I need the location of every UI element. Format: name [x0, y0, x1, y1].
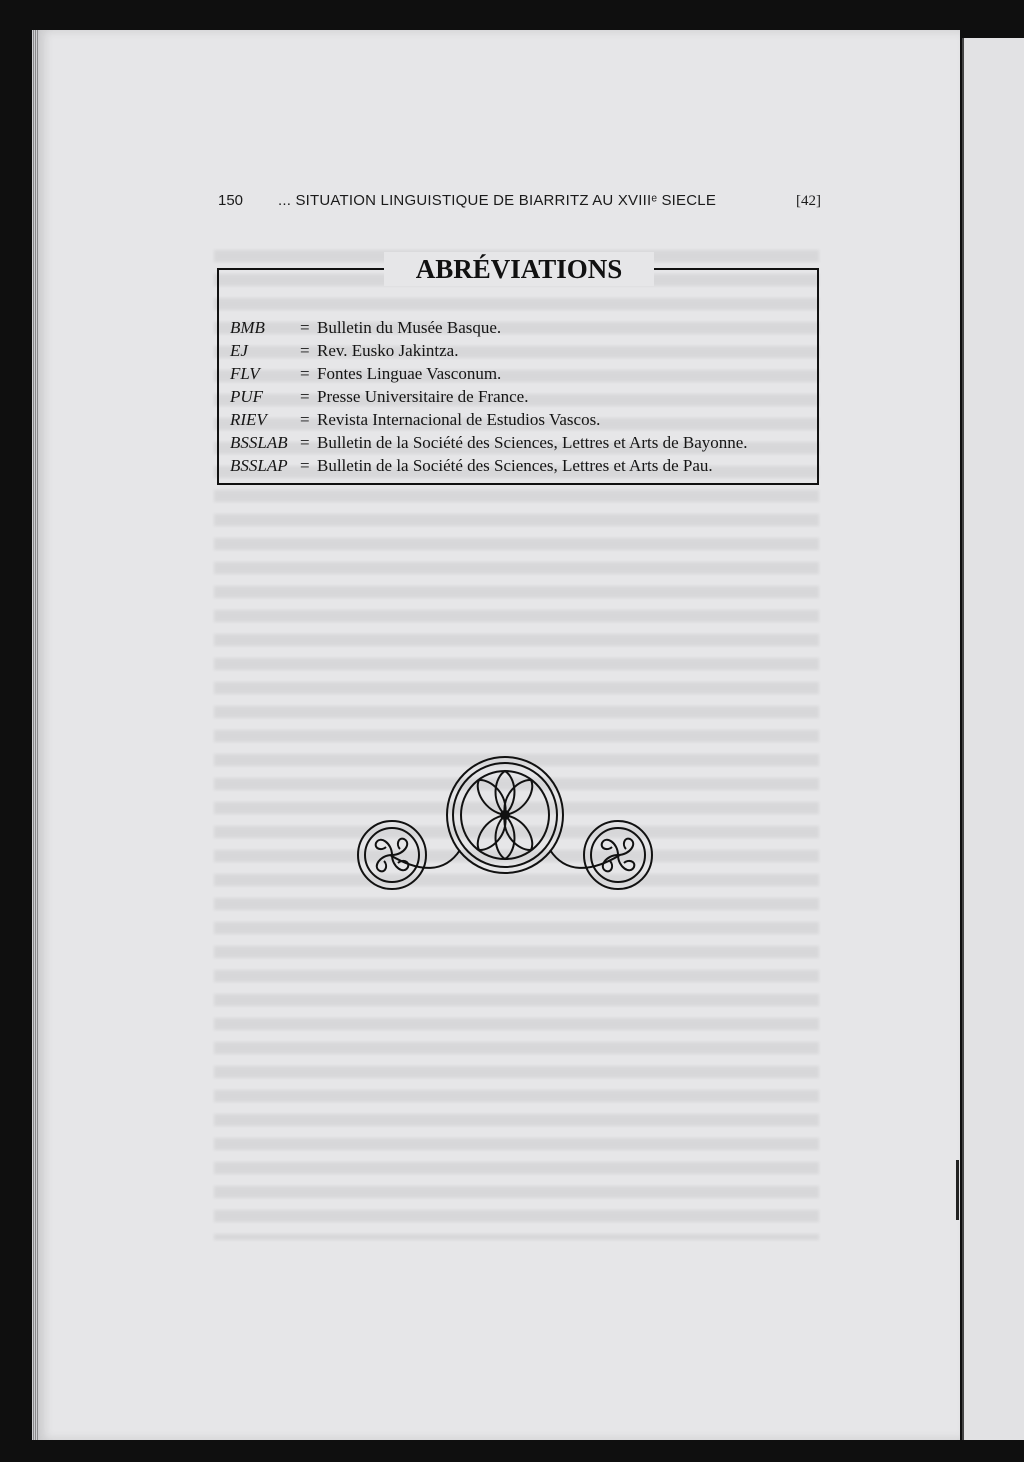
binding-mark	[956, 1160, 959, 1220]
abbreviation-row	[230, 364, 815, 387]
abbreviation-expansion: Revista Internacional de Estudios Vascos.	[317, 410, 601, 429]
abbreviation-code: EJ	[230, 341, 248, 360]
abbreviation-code: RIEV	[230, 410, 267, 429]
abbreviation-expansion: Fontes Linguae Vasconum.	[317, 364, 502, 383]
abbreviations-box	[217, 254, 819, 485]
abbreviation-row	[230, 433, 815, 456]
abbreviations-list	[230, 318, 815, 479]
basque-rosette-ornament-icon	[350, 755, 660, 895]
abbreviation-row	[230, 410, 815, 433]
equals-sign: =	[300, 318, 310, 337]
abbreviation-code: FLV	[230, 364, 260, 383]
equals-sign: =	[300, 364, 310, 383]
abbreviation-code: BSSLAP	[230, 456, 288, 475]
abbreviation-row	[230, 387, 815, 410]
abbreviation-code: PUF	[230, 387, 264, 406]
facing-page-edge	[962, 38, 1024, 1440]
abbreviation-expansion: Bulletin de la Société des Sciences, Lettres et Arts de Pau.	[317, 456, 713, 475]
abbreviation-code: BSSLAB	[230, 433, 288, 452]
abbreviation-row	[230, 341, 815, 364]
equals-sign: =	[300, 433, 310, 452]
hexapetal-rosette-icon	[447, 757, 563, 873]
running-header	[218, 192, 821, 210]
abbreviation-expansion: Presse Universitaire de France.	[317, 387, 529, 406]
abbreviation-expansion: Bulletin du Musée Basque.	[317, 318, 502, 337]
section-reference: [42]	[796, 193, 821, 209]
running-title: ... SITUATION LINGUISTIQUE DE BIARRITZ AU XVIIIᵉ SIECLE	[278, 192, 717, 209]
abbreviation-row	[230, 318, 815, 341]
abbreviations-title: ABRÉVIATIONS	[384, 252, 654, 286]
equals-sign: =	[300, 341, 310, 360]
page-number: 150	[218, 192, 244, 209]
abbreviation-row	[230, 456, 815, 479]
abbreviation-expansion: Bulletin de la Société des Sciences, Lettres et Arts de Bayonne.	[317, 433, 748, 452]
abbreviation-expansion: Rev. Eusko Jakintza.	[317, 341, 459, 360]
equals-sign: =	[300, 387, 310, 406]
equals-sign: =	[300, 456, 310, 475]
equals-sign: =	[300, 410, 310, 429]
lauburu-icon	[584, 821, 652, 889]
lauburu-icon	[358, 821, 426, 889]
abbreviation-code: BMB	[230, 318, 265, 337]
